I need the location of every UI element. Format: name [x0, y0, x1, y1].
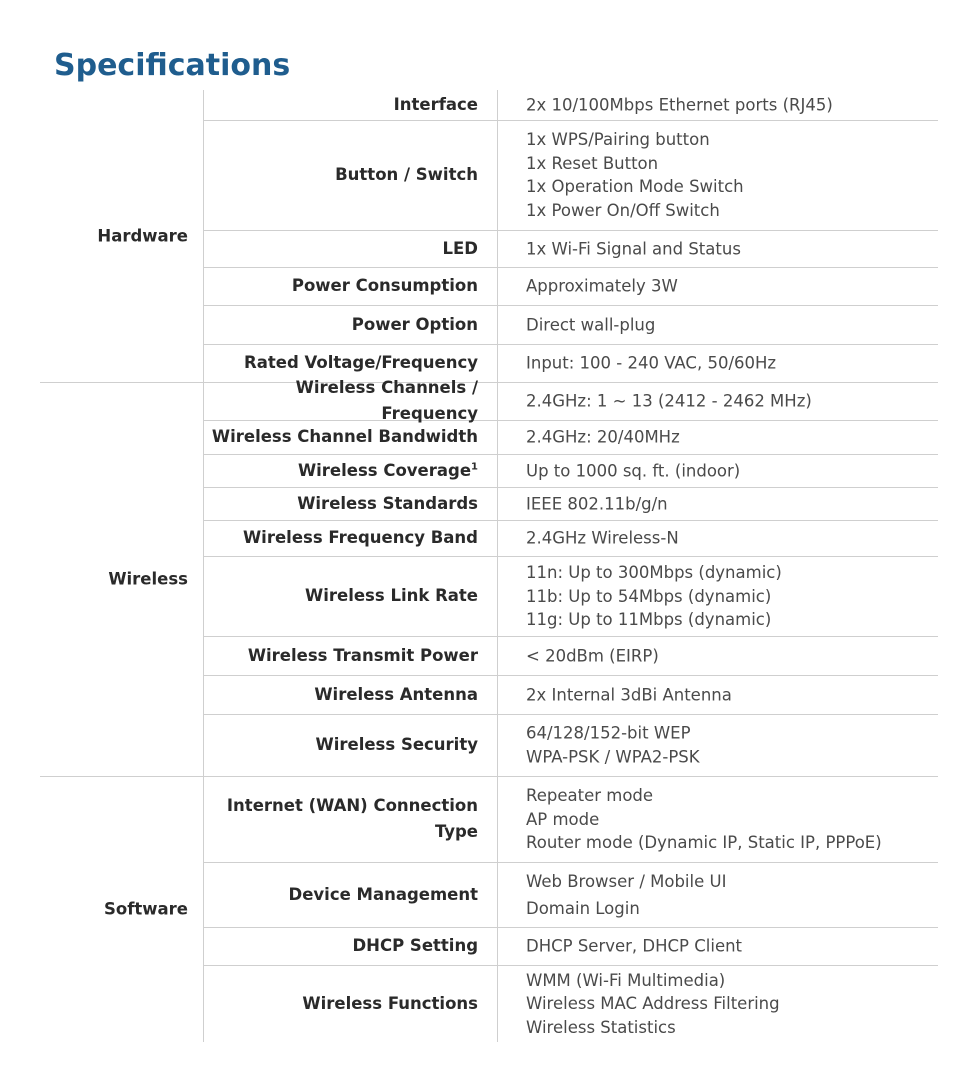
spec-label-text: Power Consumption: [291, 276, 478, 295]
spec-value-line: 11b: Up to 54Mbps (dynamic): [526, 586, 772, 606]
spec-label-text: Wireless Channels / Frequency: [295, 378, 478, 423]
spec-label: [205, 682, 478, 708]
spec-value-line: WPA-PSK / WPA2-PSK: [526, 747, 700, 766]
spec-label: [205, 583, 478, 609]
spec-value-line: Direct wall-plug: [526, 314, 656, 334]
spec-value-line: DHCP Server, DHCP Client: [526, 936, 743, 956]
row-divider: [203, 965, 938, 966]
footnote-marker: 1: [471, 461, 478, 472]
spec-value-line: 2.4GHz: 1 ~ 13 (2412 - 2462 MHz): [526, 391, 812, 411]
spec-label-text: Power Option: [351, 314, 478, 334]
spec-label-text: Wireless Antenna: [314, 684, 478, 704]
spec-label-text: Device Management: [288, 884, 478, 904]
row-divider: [203, 305, 938, 306]
spec-value-line: Web Browser / Mobile UI: [526, 871, 727, 891]
spec-value: [526, 351, 946, 375]
page-title: Specifications: [54, 48, 291, 83]
spec-value: [526, 934, 946, 958]
spec-label: [205, 491, 478, 517]
spec-value-line: 1x Wi-Fi Signal and Status: [526, 238, 741, 258]
spec-label: [205, 312, 478, 338]
spec-value: [526, 722, 946, 769]
spec-value: [526, 561, 946, 632]
section-divider: [40, 776, 938, 777]
row-divider: [203, 714, 938, 715]
row-divider: [203, 454, 938, 455]
spec-label-text: Wireless Coverage: [297, 460, 472, 480]
spec-label-text: Wireless Functions: [302, 993, 478, 1013]
spec-label-text: Rated Voltage/Frequency: [244, 353, 478, 372]
spec-value-line: 11n: Up to 300Mbps (dynamic): [526, 562, 782, 582]
spec-label: [205, 162, 478, 188]
spec-value-line: < 20dBm (EIRP): [526, 645, 659, 665]
spec-label-text: Wireless Frequency Band: [242, 528, 478, 547]
spec-label-text: Internet (WAN) Connection Type: [226, 796, 478, 841]
row-divider: [203, 556, 938, 557]
row-divider: [203, 344, 938, 345]
spec-label-text: DHCP Setting: [352, 936, 478, 955]
spec-value-line: 11g: Up to 11Mbps (dynamic): [526, 609, 772, 629]
spec-value-line: Input: 100 - 240 VAC, 50/60Hz: [526, 353, 777, 373]
spec-label-text: Wireless Transmit Power: [247, 645, 478, 665]
spec-value-line: 1x Power On/Off Switch: [526, 200, 720, 220]
spec-value-line: Wireless Statistics: [526, 1017, 676, 1037]
spec-label: [205, 643, 478, 669]
spec-value-line: Up to 1000 sq. ft. (indoor): [526, 460, 741, 480]
spec-value-line: Domain Login: [526, 898, 640, 918]
row-divider: [203, 267, 938, 268]
spec-label: [205, 424, 478, 450]
spec-label: [205, 92, 478, 118]
spec-value-line: 64/128/152-bit WEP: [526, 723, 691, 743]
spec-label-text: Wireless Channel Bandwidth: [211, 427, 478, 446]
spec-value-line: WMM (Wi-Fi Multimedia): [526, 970, 726, 990]
spec-value: [526, 868, 946, 922]
section-label-hardware: Hardware: [97, 226, 188, 246]
spec-value: [526, 683, 946, 707]
spec-value: [526, 492, 946, 516]
spec-label: [205, 236, 478, 262]
spec-value: [526, 389, 946, 413]
spec-value-line: 2.4GHz: 20/40MHz: [526, 427, 680, 447]
spec-value-line: 2x Internal 3dBi Antenna: [526, 684, 732, 704]
row-divider: [203, 862, 938, 863]
spec-value-line: Repeater mode: [526, 785, 654, 805]
spec-label-text: Interface: [393, 95, 478, 114]
spec-value-line: Router mode (Dynamic IP, Static IP, PPPoE): [526, 832, 882, 852]
spec-value-line: AP mode: [526, 809, 600, 829]
spec-value: [526, 644, 946, 668]
spec-label: [205, 991, 478, 1017]
spec-label-text: LED: [442, 238, 478, 258]
spec-value-line: 2.4GHz Wireless-N: [526, 528, 679, 548]
spec-label: [205, 933, 478, 959]
spec-label: [205, 458, 478, 484]
spec-value-line: Wireless MAC Address Filtering: [526, 993, 780, 1013]
spec-value: [526, 274, 946, 298]
spec-value: [526, 459, 946, 483]
spec-value: [526, 93, 946, 117]
spec-value: [526, 313, 946, 337]
spec-label-text: Wireless Standards: [297, 493, 478, 513]
row-divider: [203, 636, 938, 637]
spec-value: [526, 128, 946, 222]
column-divider: [203, 90, 204, 1042]
spec-label: [205, 375, 478, 427]
spec-value: [526, 425, 946, 449]
spec-value-line: 1x WPS/Pairing button: [526, 130, 710, 149]
row-divider: [203, 120, 938, 121]
spec-label: [205, 732, 478, 758]
spec-value-line: 1x Reset Button: [526, 153, 659, 173]
spec-label-text: Button / Switch: [335, 165, 478, 184]
spec-value-line: Approximately 3W: [526, 276, 678, 296]
spec-label: [205, 525, 478, 551]
row-divider: [203, 487, 938, 488]
spec-label-text: Wireless Security: [315, 735, 478, 754]
row-divider: [203, 927, 938, 928]
row-divider: [203, 520, 938, 521]
row-divider: [203, 675, 938, 676]
spec-value-line: 2x 10/100Mbps Ethernet ports (RJ45): [526, 95, 833, 115]
section-label-wireless: Wireless: [108, 569, 188, 589]
spec-label: [205, 273, 478, 299]
spec-label-text: Wireless Link Rate: [305, 586, 478, 605]
column-divider: [497, 90, 498, 1042]
spec-value-line: IEEE 802.11b/g/n: [526, 493, 668, 513]
spec-value: [526, 968, 946, 1039]
row-divider: [203, 230, 938, 231]
spec-label: [205, 882, 478, 908]
section-divider: [40, 382, 938, 383]
spec-value: [526, 237, 946, 261]
spec-value: [526, 526, 946, 550]
section-label-software: Software: [104, 899, 188, 919]
spec-label: [205, 793, 478, 845]
spec-value-line: 1x Operation Mode Switch: [526, 177, 744, 196]
spec-value: [526, 784, 946, 855]
spec-label: [205, 350, 478, 376]
